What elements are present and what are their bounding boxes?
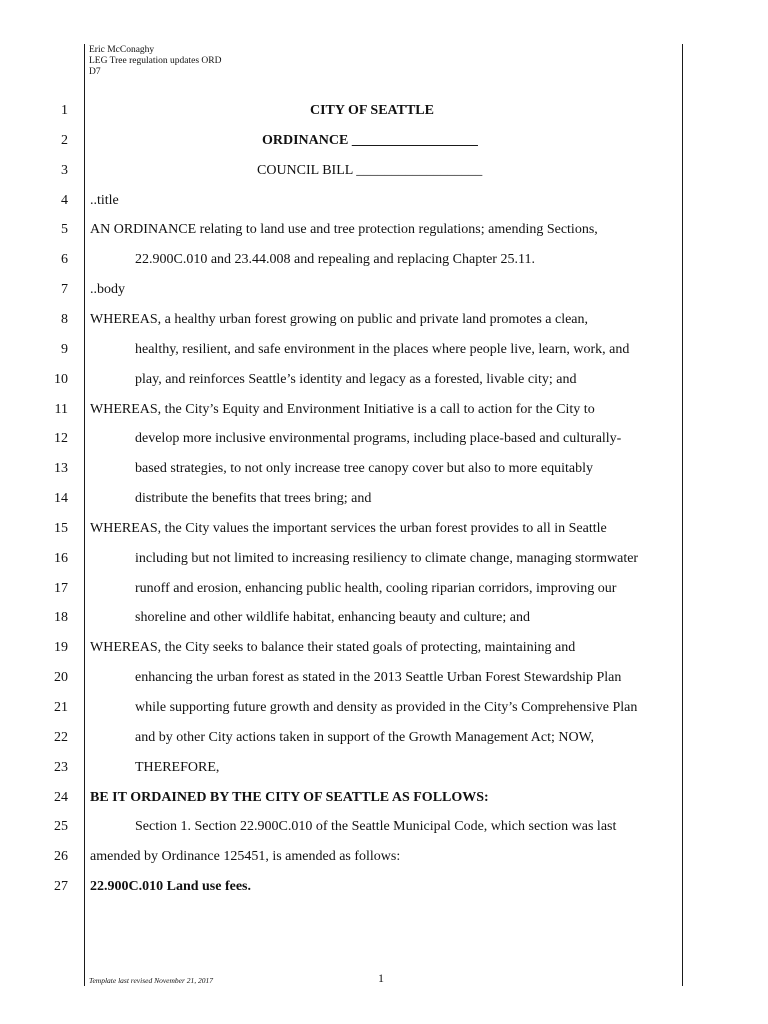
- line-number: 16: [54, 550, 68, 566]
- line-text: WHEREAS, the City’s Equity and Environment Initiative is a call to action for the City to: [90, 401, 595, 417]
- section-heading: 22.900C.010 Land use fees.: [90, 879, 252, 895]
- document-line: [0, 103, 768, 133]
- document-line: [0, 282, 768, 312]
- line-number: 23: [54, 759, 68, 775]
- line-number: 19: [54, 640, 68, 656]
- line-number: 11: [54, 401, 68, 417]
- document-line: [0, 849, 768, 879]
- line-text: WHEREAS, a healthy urban forest growing on public and private land promotes a clean,: [90, 311, 589, 327]
- document-line: [0, 372, 768, 402]
- document-line: [0, 730, 768, 760]
- document-line: [0, 402, 768, 432]
- line-number: 12: [54, 431, 68, 447]
- line-text: amended by Ordinance 125451, is amended as follows:: [90, 849, 401, 865]
- document-line: [0, 670, 768, 700]
- line-number: 8: [61, 311, 68, 327]
- document-header: [89, 45, 221, 78]
- line-text: runoff and erosion, enhancing public health, cooling riparian corridors, improving our: [135, 580, 617, 596]
- line-text: play, and reinforces Seattle’s identity and legacy as a forested, livable city; and: [135, 371, 577, 387]
- line-number: 9: [61, 341, 68, 357]
- line-number: 6: [61, 252, 68, 268]
- document-line: [0, 551, 768, 581]
- line-text: and by other City actions taken in support of the Growth Management Act; NOW,: [135, 729, 595, 745]
- document-line: [0, 491, 768, 521]
- document-line: [0, 342, 768, 372]
- header-document-name: LEG Tree regulation updates ORD: [89, 56, 222, 66]
- line-text: 22.900C.010 and 23.44.008 and repealing and replacing Chapter 25.11.: [135, 252, 535, 268]
- line-text: AN ORDINANCE relating to land use and tree protection regulations; amending Sections,: [90, 222, 598, 238]
- line-number: 25: [54, 819, 68, 835]
- line-number: 7: [61, 282, 68, 298]
- document-line: [0, 819, 768, 849]
- line-text: distribute the benefits that trees bring; and: [135, 491, 372, 507]
- document-line: [0, 193, 768, 223]
- line-number: 10: [54, 371, 68, 387]
- line-text: healthy, resilient, and safe environment in the places where people live, learn, work, and: [135, 341, 630, 357]
- title-marker: ..title: [90, 192, 119, 208]
- line-number: 14: [54, 491, 68, 507]
- line-text: enhancing the urban forest as stated in the 2013 Seattle Urban Forest Stewardship Plan: [135, 670, 622, 686]
- line-number: 26: [54, 849, 68, 865]
- line-number: 13: [54, 461, 68, 477]
- line-text: while supporting future growth and density as provided in the City’s Comprehensive Plan: [135, 700, 638, 715]
- line-text: THEREFORE,: [135, 759, 220, 775]
- document-line: [0, 790, 768, 820]
- document-line: [0, 252, 768, 282]
- document-line: [0, 222, 768, 252]
- ordain-clause: BE IT ORDAINED BY THE CITY OF SEATTLE AS FOLLOWS:: [90, 789, 489, 805]
- line-number: 20: [54, 670, 68, 686]
- ordinance-number-line: ORDINANCE __________________: [262, 132, 478, 148]
- template-revision-note: Template last revised November 21, 2017: [89, 976, 214, 985]
- document-line: [0, 521, 768, 551]
- line-text: including but not limited to increasing resiliency to climate change, managing stormwater: [135, 550, 639, 566]
- line-text: develop more inclusive environmental programs, including place-based and culturally-: [135, 431, 622, 447]
- body-marker: ..body: [90, 282, 125, 298]
- council-bill-line: COUNCIL BILL __________________: [257, 162, 483, 178]
- line-number: 27: [54, 879, 68, 895]
- line-number: 3: [61, 162, 68, 178]
- line-number: 1: [61, 103, 68, 118]
- line-number: 2: [61, 132, 68, 148]
- document-line: [0, 461, 768, 491]
- document-line: [0, 640, 768, 670]
- line-number: 4: [61, 192, 68, 208]
- section-1-line: Section 1. Section 22.900C.010 of the Seattle Municipal Code, which section was last: [135, 819, 617, 835]
- line-number: 24: [54, 789, 68, 805]
- document-line: [0, 581, 768, 611]
- document-line: [0, 163, 768, 193]
- line-text: WHEREAS, the City values the important services the urban forest provides to all in Seattle: [90, 520, 607, 536]
- line-number: 17: [54, 580, 68, 596]
- document-line: [0, 133, 768, 163]
- line-number: 15: [54, 520, 68, 536]
- line-text: based strategies, to not only increase tree canopy cover but also to more equitably: [135, 461, 593, 477]
- line-number: 21: [54, 700, 68, 715]
- document-line: [0, 431, 768, 461]
- document-line: [0, 879, 768, 909]
- document-line: [0, 760, 768, 790]
- line-text: WHEREAS, the City seeks to balance their stated goals of protecting, maintaining and: [90, 640, 576, 656]
- line-number: 22: [54, 729, 68, 745]
- line-text: shoreline and other wildlife habitat, enhancing beauty and culture; and: [135, 610, 530, 626]
- header-draft-version: D7: [89, 67, 101, 77]
- line-number: 5: [61, 222, 68, 238]
- header-author: Eric McConaghy: [89, 45, 155, 55]
- document-line: [0, 312, 768, 342]
- page-number: 1: [378, 971, 384, 985]
- document-line: [0, 610, 768, 640]
- document-line: [0, 700, 768, 730]
- line-number: 18: [54, 610, 68, 626]
- city-title: CITY OF SEATTLE: [310, 103, 434, 118]
